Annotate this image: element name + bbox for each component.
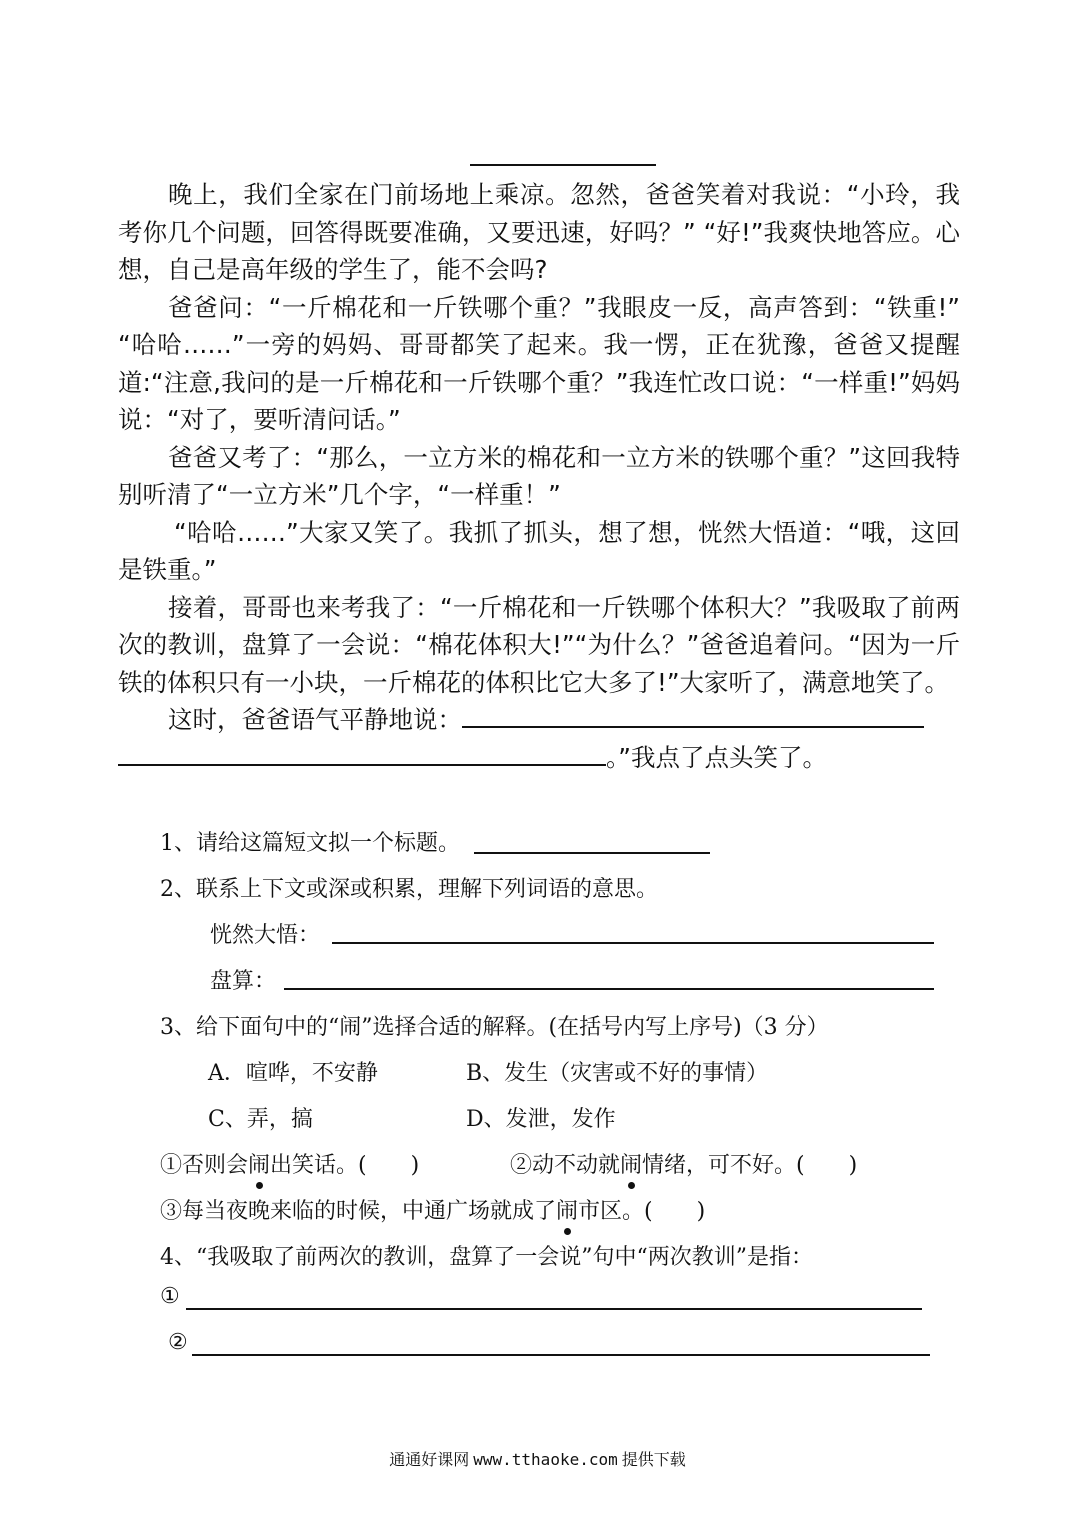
passage bbox=[118, 176, 960, 776]
footer-suffix: 提供下载 bbox=[621, 1450, 686, 1469]
sentence-2-post[interactable]: 情绪，可不好。( ) bbox=[642, 1153, 858, 1178]
option-c: C、弄，搞 bbox=[208, 1107, 313, 1132]
sentence-1-keyword: 闹 bbox=[248, 1148, 270, 1179]
question-4-answer-line-2[interactable] bbox=[192, 1354, 930, 1356]
sentence-1-post[interactable]: 出笑话。( ) bbox=[270, 1153, 420, 1178]
question-3-sentence-1 bbox=[160, 1148, 419, 1179]
question-1 bbox=[160, 826, 460, 857]
question-4: 4、“我吸取了前两次的教训，盘算了一会说”句中“两次教训”是指： bbox=[160, 1245, 813, 1270]
passage-paragraph-3: 爸爸又考了：“那么，一立方米的棉花和一立方米的铁哪个重？”这回我特别听清了“一立方米”几个字，“一样重！” bbox=[118, 442, 960, 509]
passage-paragraph-2: 爸爸问：“一斤棉花和一斤铁哪个重？”我眼皮一反，高声答到：“铁重!” “哈哈……”一旁的妈妈、哥哥都笑了起来。我一愣，正在犹豫，爸爸又提醒道:“注意,我问的是一斤棉花和一斤铁哪个重？”我连忙改口说：“一样重!”妈妈说：“对了，要听清问话。” bbox=[118, 292, 960, 434]
father-words-blank-2[interactable] bbox=[118, 742, 606, 766]
question-3-sentence-3 bbox=[160, 1194, 705, 1225]
passage-paragraph-1: 晚上，我们全家在门前场地上乘凉。忽然，爸爸笑着对我说：“小玲，我考你几个问题，回答得既要准确，又要迅速，好吗？” “好!”我爽快地答应。心想，自己是高年级的学生了，能不会吗? bbox=[118, 180, 960, 284]
passage-paragraph-6 bbox=[118, 701, 960, 739]
passage-paragraph-6-end: 。”我点了点头笑了。 bbox=[606, 742, 827, 772]
sentence-2-keyword: 闹 bbox=[620, 1148, 642, 1179]
footer-url[interactable]: www.tthaoke.com bbox=[473, 1450, 618, 1469]
option-b: B、发生（灾害或不好的事情） bbox=[466, 1061, 769, 1086]
sentence-3-pre: ③每当夜晚来临的时候，中通广场就成了 bbox=[160, 1199, 557, 1224]
passage-paragraph-4: “哈哈……”大家又笑了。我抓了抓头，想了想，恍然大悟道：“哦，这回是铁重。” bbox=[118, 517, 960, 584]
question-3-sentence-2 bbox=[510, 1148, 857, 1179]
father-words-blank-1[interactable] bbox=[462, 704, 924, 728]
question-2-word-1: 恍然大悟： bbox=[210, 923, 321, 948]
passage-paragraph-5: 接着，哥哥也来考我了：“一斤棉花和一斤铁哪个体积大？”我吸取了前两次的教训，盘算了一会说：“棉花体积大!”“为什么？”爸爸追着问。“因为一斤铁的体积只有一小块，一斤棉花的体积比它大多了!”大家听了，满意地笑了。 bbox=[118, 592, 960, 697]
title-blank-line[interactable] bbox=[470, 164, 656, 166]
passage-paragraph-6-cont bbox=[118, 739, 960, 777]
sentence-3-keyword: 闹 bbox=[556, 1194, 578, 1225]
question-3: 3、给下面句中的“闹”选择合适的解释。(在括号内写上序号)（3 分） bbox=[160, 1015, 829, 1040]
question-4-answer-line-1[interactable] bbox=[186, 1308, 922, 1310]
option-a: A．喧哗，不安静 bbox=[208, 1061, 378, 1086]
question-1-text: 1、请给这篇短文拟一个标题。 bbox=[160, 831, 460, 856]
footer-site-name: 通通好课网 bbox=[389, 1450, 470, 1469]
question-2-answer-line-2[interactable] bbox=[284, 988, 934, 990]
question-2-word-2: 盘算： bbox=[210, 969, 277, 994]
question-2: 2、联系上下文或深或积累，理解下列词语的意思。 bbox=[160, 877, 658, 902]
option-d: D、发泄，发作 bbox=[466, 1107, 616, 1132]
footer bbox=[0, 1447, 1075, 1470]
sentence-1-pre: ①否则会 bbox=[160, 1153, 249, 1178]
question-4-item-1: ① bbox=[160, 1284, 180, 1309]
passage-paragraph-6-start: 这时，爸爸语气平静地说： bbox=[168, 705, 462, 734]
sentence-3-post[interactable]: 市区。( ) bbox=[578, 1199, 706, 1224]
sentence-2-pre: ②动不动就 bbox=[510, 1153, 621, 1178]
question-2-answer-line-1[interactable] bbox=[332, 942, 934, 944]
question-1-answer-line[interactable] bbox=[474, 852, 710, 854]
question-4-item-2: ② bbox=[168, 1330, 188, 1355]
